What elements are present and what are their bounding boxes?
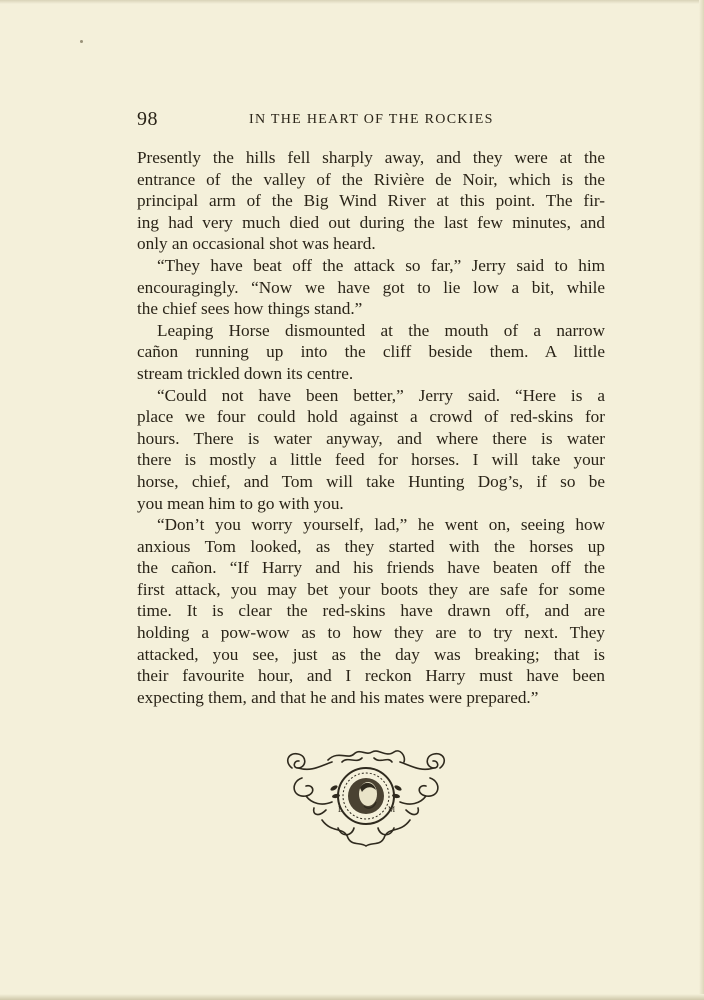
text-line: holding a pow-wow as to how they are to try next. They	[137, 623, 605, 643]
text-line: stream trickled down its centre.	[137, 363, 354, 383]
text-line: you mean him to go with you.	[137, 493, 344, 513]
text-line: attacked, you see, just as the day was breaking; that is	[137, 644, 605, 664]
text-line: their favourite hour, and I reckon Harry must have been	[137, 666, 605, 686]
text-line: anxious Tom looked, as they started with the horses up	[137, 536, 605, 556]
text-line: Presently the hills fell sharply away, and they were at the	[137, 148, 605, 167]
text-line: Leaping Horse dismounted at the mouth of a narrow	[157, 320, 605, 340]
page-edge-top	[0, 0, 704, 4]
text-line: place we four could hold against a crowd of red-skins for	[137, 407, 605, 427]
text-line: cañon running up into the cliff beside them. A little	[137, 342, 605, 362]
ornament-letter-l: L	[338, 805, 343, 814]
ornament-scroll-icon	[282, 748, 450, 848]
page-number: 98	[137, 108, 158, 130]
text-line: the chief sees how things stand.”	[137, 299, 363, 319]
text-line: there is mostly a little feed for horses. I will take your	[137, 450, 605, 470]
text-line: only an occasional shot was heard.	[137, 234, 376, 254]
tailpiece-ornament	[282, 748, 450, 848]
running-head	[137, 108, 607, 132]
text-line: first attack, you may bet your boots they are safe for some	[137, 579, 605, 599]
ornament-letter-m: M	[388, 805, 396, 814]
text-line: encouragingly. “Now we have got to lie low a bit, while	[137, 277, 605, 297]
text-line: ing had very much died out during the last few minutes, and	[137, 212, 605, 232]
page-edge-bottom	[0, 994, 704, 1000]
text-line: entrance of the valley of the Rivière de Noir, which is the	[137, 169, 605, 189]
text-line: the cañon. “If Harry and his friends have beaten off the	[137, 558, 605, 578]
text-line: principal arm of the Big Wind River at this point. The fir-	[137, 191, 605, 211]
body-text	[137, 147, 605, 708]
running-title: IN THE HEART OF THE ROCKIES	[249, 112, 494, 127]
text-line: “Don’t you worry yourself, lad,” he went on, seeing how	[157, 515, 605, 535]
text-line: “They have beat off the attack so far,” Jerry said to him	[157, 255, 605, 275]
text-line: horse, chief, and Tom will take Hunting Dog’s, if so be	[137, 471, 605, 491]
text-line: time. It is clear the red-skins have drawn off, and are	[137, 601, 605, 621]
text-line: hours. There is water anyway, and where there is water	[137, 428, 605, 448]
page-edge-right	[699, 0, 704, 1000]
text-line: “Could not have been better,” Jerry said. “Here is a	[157, 385, 605, 405]
paper-speck	[80, 40, 83, 43]
text-line: expecting them, and that he and his mates were prepared.”	[137, 687, 539, 707]
